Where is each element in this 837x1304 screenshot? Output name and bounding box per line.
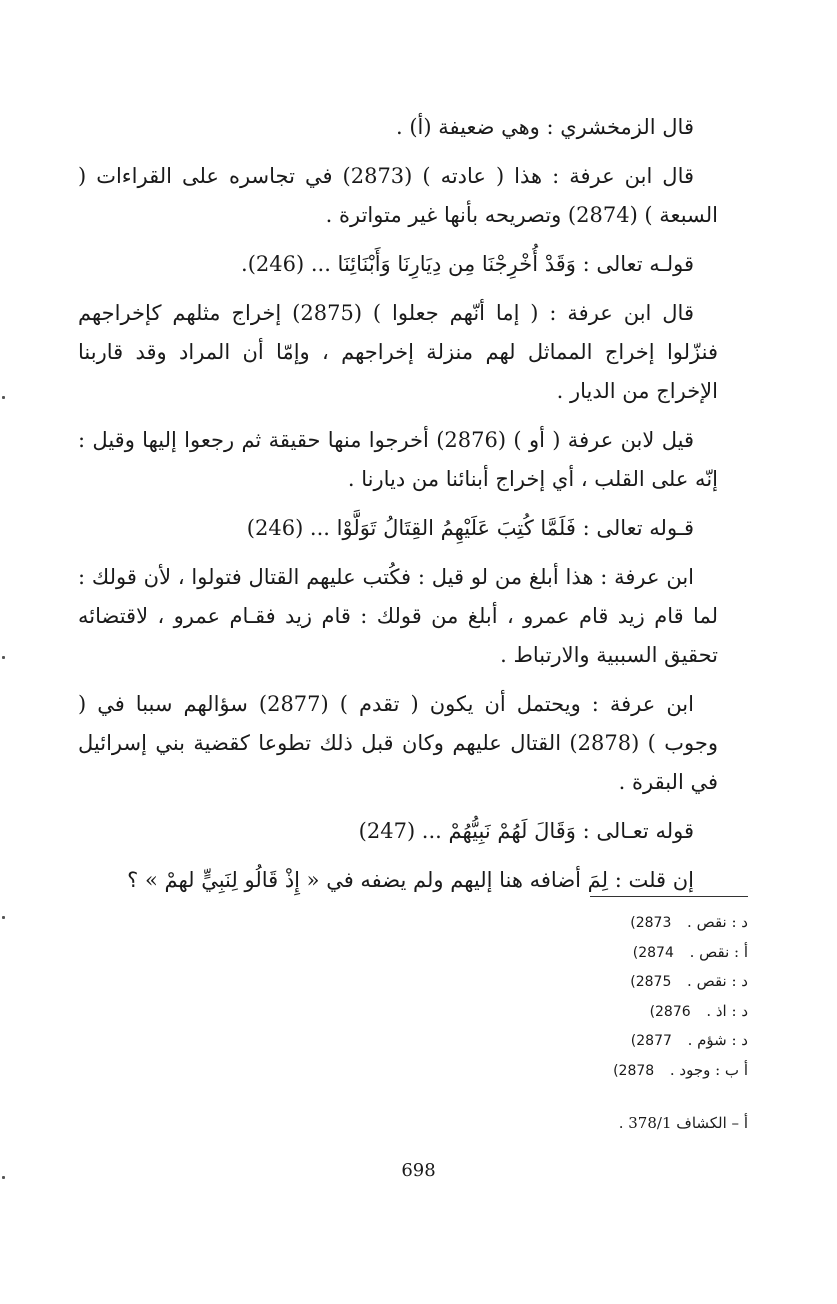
footnote-number: (2876 (649, 1003, 691, 1020)
footnote-item (430, 997, 748, 1027)
scan-mark (2, 656, 5, 659)
paragraph-7: ابن عرفة : هذا أبلغ من لو قيل : فكُتب عليهم القتال فتولوا ، لأن قولك : لما قام زيد قام عمرو ، أبلغ من قولك : قام زيد فقـام عمرو ، لاقتضائه تحقيق السببية والارتباط . (78, 565, 718, 667)
page-number: 698 (401, 1160, 436, 1181)
footnote-text: د : نقص . (687, 913, 748, 931)
footnote-text: أ ب : وجود . (669, 1060, 748, 1079)
paragraph-9: قوله تعـالى : وَقَالَ لَهُمْ نَبِيُّهُمْ ... (247) (358, 819, 694, 843)
footnote-number: (2877 (630, 1033, 672, 1050)
footnote-text: د : نقص . (687, 972, 748, 991)
footnote-item (430, 908, 748, 938)
scan-mark (2, 1176, 5, 1179)
footnote-item (430, 938, 748, 968)
footnote-text: د : اذ . (706, 1001, 748, 1020)
footnote-divider (590, 896, 748, 897)
footnote-text: أ : نقص . (689, 942, 748, 961)
source-note: أ – الكشاف 378/1 . (618, 1114, 748, 1132)
footnote-item (430, 1026, 748, 1056)
paragraph-4: قال ابن عرفة : ( إما أنّهم جعلوا ) (2875) إخراج مثلهم كإخراجهم فنزّلوا إخراج المماثل لهم منزلة إخراجهم ، وإمّا أن المراد وقد قاربنا الإخراج من الديار . (78, 301, 718, 403)
scan-mark (2, 916, 5, 919)
paragraph-10: إن قلت : لِمَ أضافه هنا إليهم ولم يضفه في « إِذْ قَالُو لِنَبِيٍّ لهمْ » ؟ (127, 868, 694, 892)
footnote-number: (2874 (632, 944, 674, 961)
footnote-item (430, 1056, 748, 1086)
paragraph-5: قيل لابن عرفة ( أو ) (2876) أخرجوا منها حقيقة ثم رجعوا إليها وقيل : إنّه على القلب ، أي إخراج أبنائنا من ديارنا . (78, 428, 718, 491)
paragraph-8: ابن عرفة : ويحتمل أن يكون ( تقدم ) (2877) سؤالهم سببا في ( وجوب ) (2878) القتال عليهم وكان قبل ذلك تطوعا كقضية بني إسرائيل في البقرة . (78, 692, 718, 794)
paragraph-1: قال الزمخشري : وهي ضعيفة (أ) . (396, 115, 694, 139)
scan-mark (2, 396, 5, 399)
footnote-item (430, 967, 748, 997)
main-text (78, 108, 718, 910)
footnote-number: (2873 (630, 915, 672, 931)
footnote-number: (2875 (630, 974, 672, 991)
footnote-text: د : شؤم . (687, 1031, 748, 1050)
paragraph-2: قال ابن عرفة : هذا ( عادته ) (2873) في تجاسره على القراءات ( السبعة ) (2874) وتصريحه بأنها غير متواترة . (78, 164, 718, 227)
paragraph-3: قولـه تعالى : وَقَدْ أُخْرِجْنَا مِن دِيَارِنَا وَأَبْنَائِنَا ... (246). (241, 252, 694, 276)
footnote-number: (2878 (613, 1062, 655, 1079)
paragraph-6: قـوله تعالى : فَلَمَّا كُتِبَ عَلَيْهِمُ القِتَالُ تَوَلَّوْا ... (246) (246, 516, 694, 540)
footnotes (430, 908, 748, 1086)
